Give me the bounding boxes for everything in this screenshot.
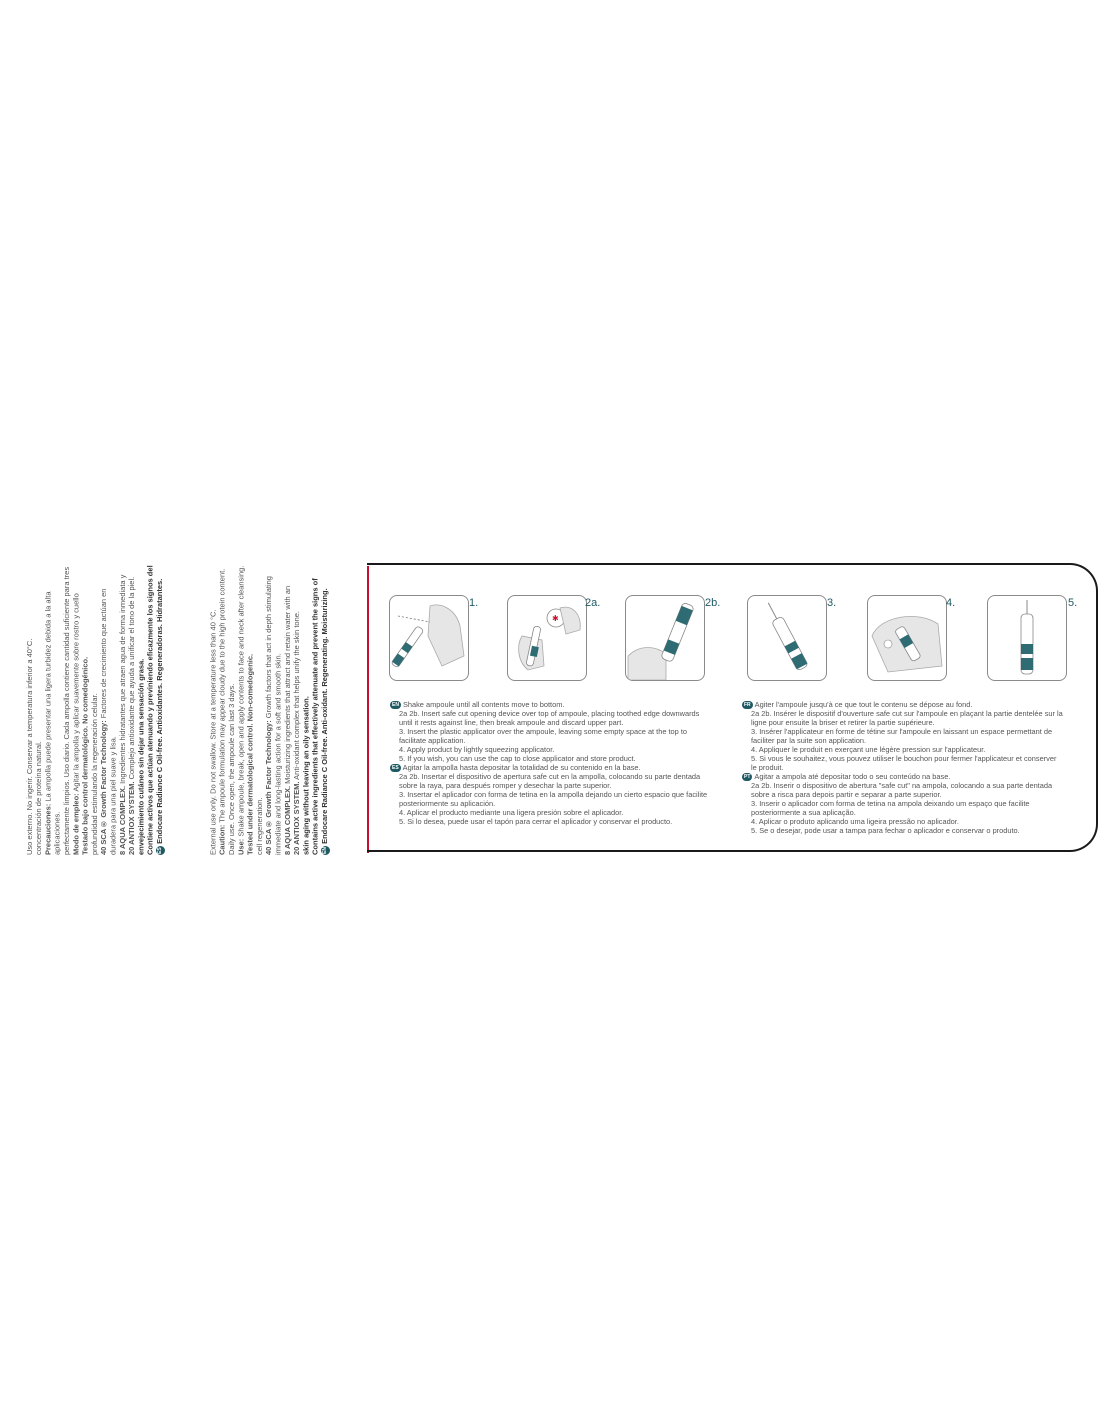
instructions-fr-pt	[742, 700, 1082, 835]
pt-line: 5. Se o desejar, pode usar a tampa para fechar o aplicador e conservar o produto.	[751, 826, 1020, 835]
safe-cut-device-icon	[508, 596, 586, 680]
hand-shaking-ampoule-icon	[390, 596, 468, 680]
fr-line: 2a 2b. Insérer le dispositif d'ouverture safe cut sur l'ampoule en plaçant la partie dentelée sur la	[751, 709, 1063, 718]
en-antiox-label: 20 ANTIOX SYSTEM.	[292, 781, 302, 855]
svg-text:✱: ✱	[552, 614, 559, 623]
pt-line: posteriormente a sua aplicação.	[751, 808, 856, 817]
en-use-text: Shake ampoule, break, open and apply contents to face and neck after cleansing. Daily use. Once open, the ampoule can last 3 days.	[227, 565, 246, 855]
capped-ampoule-icon	[988, 596, 1066, 680]
en-storage-text: External use only. Do not swallow. Store at a temperature less than 40 °C.	[208, 609, 218, 855]
es-antiox-label: 20 ANTIOX SYSTEM.	[127, 781, 137, 855]
step-1-illustration	[389, 595, 469, 681]
fr-flag-icon: FR	[744, 702, 751, 708]
en-line: 3. Insert the plastic applicator over the ampoule, leaving some empty space at the top to	[399, 727, 687, 736]
en-aqua-text: Moisturizing ingredients that attract and retain water with an immediate and long-lasting action for a soft and smooth skin.	[273, 585, 292, 855]
es-aqua-label: 8 AQUA COMPLEX.	[117, 785, 127, 855]
pt-line: 4. Aplicar o produto aplicando uma ligeira pressão no aplicador.	[751, 817, 959, 826]
es-aqua-text: Ingredientes hidratantes que atraen agua de forma inmediata y duradera para una piel suave y lisa.	[108, 574, 127, 855]
instructions-card	[367, 563, 1098, 852]
step-2b-illustration	[625, 595, 705, 681]
step-3-illustration	[747, 595, 827, 681]
es-caution-label: Precauciones:	[43, 803, 53, 855]
es-line: 5. Si lo desea, puede usar el tapón para cerrar el aplicador y conservar el producto.	[399, 817, 673, 826]
pt-line: 3. Inserir o aplicador com forma de tetina na ampola deixando um espaço que facilite	[751, 799, 1030, 808]
en-flag-icon: EN	[322, 847, 328, 854]
es-flag-icon: ES	[157, 847, 163, 854]
step-5-illustration	[987, 595, 1067, 681]
es-tested-label: Testado bajo control dermatológico. No comedogénico.	[80, 656, 90, 855]
en-antiox-text: Anti-oxidant complex that helps unify the skin tone.	[292, 610, 302, 782]
fr-line: faciliter par la suite son application.	[751, 736, 867, 745]
squeeze-applicator-icon	[868, 596, 946, 680]
step-2a-illustration	[507, 595, 587, 681]
step-2b-number: 2b.	[705, 597, 721, 609]
pt-line: 2a 2b. Inserir o dispositivo de abertura "safe cut" na ampola, colocando a sua parte dentada	[751, 781, 1053, 790]
fr-line: 3. Insérer l'applicateur en forme de tétine sur l'ampoule en laissant un espace permettant de	[751, 727, 1053, 736]
en-aqua-label: 8 AQUA COMPLEX.	[282, 785, 292, 855]
step-2a-number: 2a.	[585, 597, 601, 609]
fr-line: 4. Appliquer le produit en exerçant une légère pression sur l'applicateur.	[751, 745, 986, 754]
es-sca-text: Factores de crecimiento que actúan en profundidad estimulando la regeneración celular.	[89, 588, 109, 855]
es-line: 3. Insertar el aplicador con forma de tetina en la ampolla dejando un cierto espacio que facilite	[399, 790, 708, 799]
insert-applicator-icon	[748, 596, 826, 680]
en-line: Shake ampoule until all contents move to bottom.	[402, 700, 565, 709]
break-ampoule-icon	[626, 596, 704, 680]
en-sca-label: 40 SCA® Growth Factor Technology:	[264, 720, 274, 855]
step-4-illustration	[867, 595, 947, 681]
pt-line: Agitar a ampola até depositar todo o seu conteúdo na base.	[754, 772, 951, 781]
en-line: 5. If you wish, you can use the cap to close applicator and store product.	[399, 754, 636, 763]
fr-line: ligne pour ensuite la briser et retirer la partie supérieure.	[751, 718, 935, 727]
step-4-number: 4.	[946, 597, 956, 609]
pt-flag-icon: PT	[744, 774, 751, 780]
es-sca-label: 40 SCA® Growth Factor Technology:	[99, 720, 109, 855]
step-1-number: 1.	[469, 597, 479, 609]
es-title: Endocare Radiance C Oil-free. Antioxidantes. Regeneradoras. Hidratantes. Contiene activos que actúan atenuando y previniendo eficazmente los signos del envejecimiento cutáneo sin dejar una sensación grasa.	[136, 565, 164, 855]
es-line: 4. Aplicar el producto mediante una ligera presión sobre el aplicador.	[399, 808, 624, 817]
es-line: 2a 2b. Insertar el dispositivo de apertura safe cut en la ampolla, colocando su parte dentada	[399, 772, 701, 781]
es-use-label: Modo de empleo:	[71, 793, 81, 855]
fr-line: Agiter l'ampoule jusqu'à ce que tout le contenu se dépose au fond.	[754, 700, 973, 709]
es-storage-text: Uso externo. No ingerir. Conservar a temperatura inferior a 40°C.	[24, 638, 34, 855]
es-use-text: Agitar la ampolla y aplicar suavemente sobre rostro y cuello perfectamente limpios. Uso diario. Cada ampolla contiene cantidad suficiente para tres aplicaciones.	[52, 566, 81, 855]
en-line: 2a 2b. Insert safe cut opening device over top of ampoule, placing toothed edge downwards	[399, 709, 700, 718]
es-line: posteriormente su aplicación.	[399, 799, 496, 808]
en-info-block	[175, 563, 330, 855]
es-flag-icon: ES	[392, 765, 399, 771]
es-info-block	[24, 563, 165, 855]
en-use-label: Use:	[236, 838, 246, 855]
step-3-number: 3.	[827, 597, 837, 609]
en-line: 4. Apply product by lightly squeezing applicator.	[399, 745, 555, 754]
en-line: until it rests against line, then break ampoule and discard upper part.	[399, 718, 624, 727]
en-title: Endocare Radiance C Oil-free. Anti-oxidant. Regenerating. Moisturizing. Contains active ingredients that effectively attenuate and prevent the signs of skin aging without leaving an oily sensation.	[301, 578, 329, 855]
es-line: sobre la raya, para después romper y desechar la parte superior.	[399, 781, 612, 790]
pt-line: sobre a risca para depois partir e separar a parte superior.	[751, 790, 942, 799]
en-sca-text: Growth factors that act in depth stimulating cell regeneration.	[254, 576, 274, 855]
fr-line: 5. Si vous le souhaitez, vous pouvez utiliser le bouchon pour fermer l'applicateur et conserver	[751, 754, 1057, 763]
en-flag-icon: EN	[392, 702, 399, 708]
es-antiox-text: Complejo antioxidante que ayuda a unificar el tono de la piel.	[127, 576, 137, 782]
es-line: Agitar la ampolla hasta depositar la totalidad de su contenido en la base.	[402, 763, 641, 772]
product-info-panel	[24, 563, 330, 855]
es-caution-text: La ampolla puede presentar una ligera turbidez debida a la alta concentración de proteína natural.	[34, 591, 53, 855]
step-5-number: 5.	[1068, 597, 1078, 609]
en-caution-label: Caution:	[217, 824, 227, 855]
en-caution-text: The ampoule formulation may appear cloudy due to the high protein content.	[217, 568, 227, 825]
en-line: facilitate application.	[399, 736, 466, 745]
fr-line: le produit.	[751, 763, 784, 772]
instructions-en-es	[390, 700, 730, 826]
en-tested-label: Tested under dermatological control. Non-comedogenic.	[245, 653, 255, 855]
